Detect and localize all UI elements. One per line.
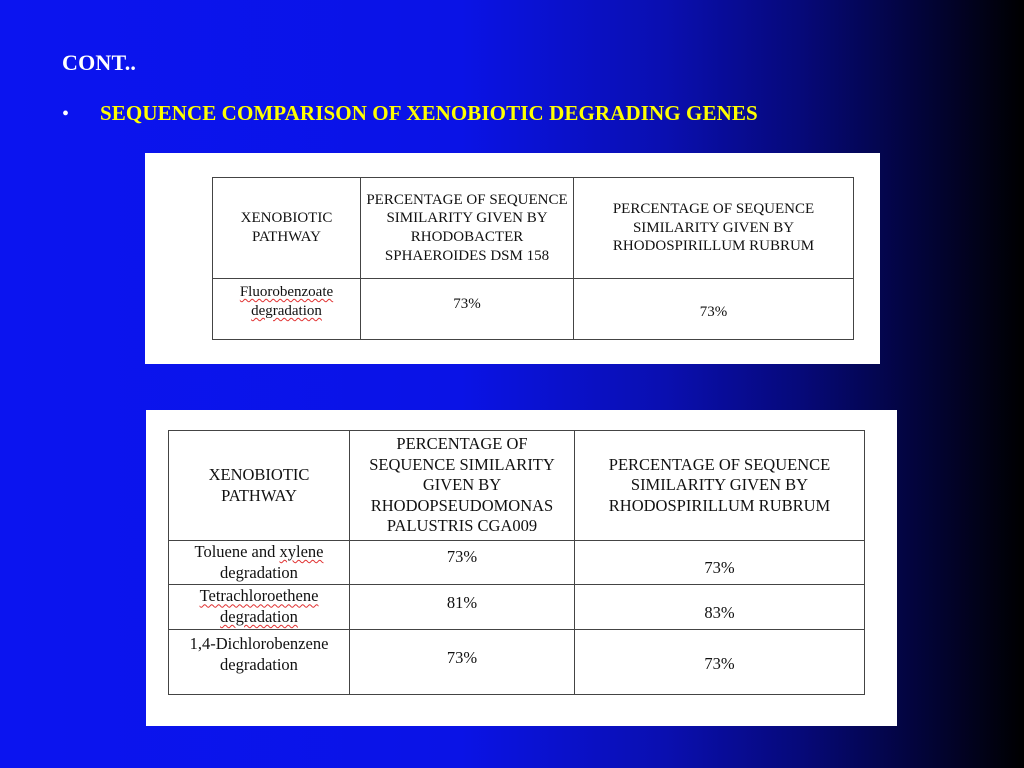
value-cell bbox=[575, 585, 865, 630]
pathway-cell: 1,4-Dichlorobenzene degradation bbox=[169, 630, 350, 695]
value-text: 73% bbox=[704, 558, 735, 578]
value-cell: 73% bbox=[350, 630, 575, 695]
table-header-row bbox=[213, 178, 854, 279]
table-row bbox=[169, 630, 865, 695]
value-cell: 73% bbox=[574, 279, 854, 340]
similarity-table-1 bbox=[212, 177, 854, 340]
table-row bbox=[169, 541, 865, 585]
table-row bbox=[213, 279, 854, 340]
header-cell: XENOBIOTIC PATHWAY bbox=[169, 431, 350, 541]
pathway-name-part: xylene bbox=[279, 541, 324, 561]
header-cell: PERCENTAGE OF SEQUENCE SIMILARITY GIVEN BY RHODOSPIRILLUM RUBRUM bbox=[574, 178, 854, 279]
value-cell: 81% bbox=[350, 585, 575, 630]
pathway-name-part: Toluene and bbox=[194, 541, 280, 561]
bullet-text: SEQUENCE COMPARISON OF XENOBIOTIC DEGRADING GENES bbox=[100, 101, 758, 125]
pathway-cell bbox=[169, 541, 350, 585]
pathway-cell bbox=[213, 279, 361, 340]
header-cell: PERCENTAGE OF SEQUENCE SIMILARITY GIVEN BY RHODOBACTER SPHAEROIDES DSM 158 bbox=[361, 178, 574, 279]
table-header-row bbox=[169, 431, 865, 541]
bullet-marker: • bbox=[62, 103, 70, 125]
pathway-name-part: degradation bbox=[220, 562, 298, 582]
value-text: 83% bbox=[704, 602, 735, 622]
pathway-name: Tetrachloroethene degradation bbox=[199, 586, 319, 626]
header-cell: PERCENTAGE OF SEQUENCE SIMILARITY GIVEN BY RHODOSPIRILLUM RUBRUM bbox=[575, 431, 865, 541]
pathway-cell bbox=[169, 585, 350, 630]
header-cell: XENOBIOTIC PATHWAY bbox=[213, 178, 361, 279]
similarity-table-2 bbox=[168, 430, 865, 695]
value-cell bbox=[575, 541, 865, 585]
value-cell: 73% bbox=[350, 541, 575, 585]
table-image-1 bbox=[145, 153, 880, 364]
value-cell: 73% bbox=[361, 279, 574, 340]
pathway-name: Fluorobenzoate degradation bbox=[239, 284, 334, 319]
table-image-2 bbox=[146, 410, 897, 726]
slide-title: CONT.. bbox=[62, 50, 137, 75]
header-cell: PERCENTAGE OF SEQUENCE SIMILARITY GIVEN BY RHODOPSEUDOMONAS PALUSTRIS CGA009 bbox=[350, 431, 575, 541]
bullet-item bbox=[62, 101, 758, 126]
table-row bbox=[169, 585, 865, 630]
value-cell: 73% bbox=[575, 630, 865, 695]
